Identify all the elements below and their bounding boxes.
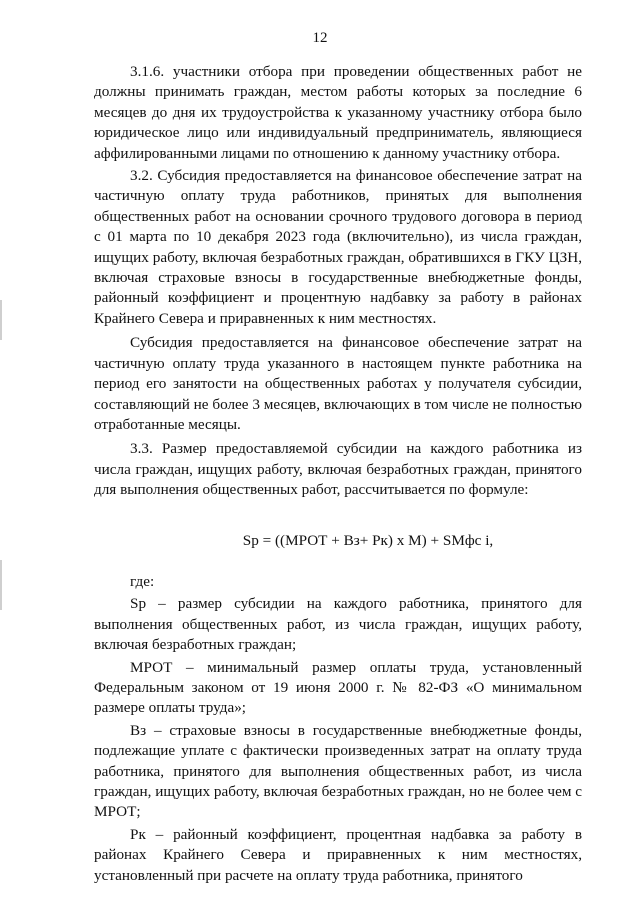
scan-edge-mark [0,560,2,610]
paragraph-3-1-6: 3.1.6. участники отбора при проведении общественных работ не должны принимать граждан, местом работы которых за последние 6 месяцев до дня их трудоустройства к указанному участнику отбора было юридическое лицо или индивидуальный предприниматель, являющиеся аффилированными лицами по отношению к данному участнику отбора. [94,63,582,162]
paragraph-subsidy-period: Субсидия предоставляется на финансовое обеспечение затрат на частичную оплату труда указанного в настоящем пункте работника на период его занятости на общественных работах у получателя субсидии, составляющий не более 3 месяцев, включающих в том числе не полностью отработанные месяцы. [94,334,582,433]
subsidy-formula: Sp = ((МРОТ + Вз+ Рк) х М) + SМфс i, [242,531,494,549]
where-label: где: [130,572,155,590]
paragraph-3-2: 3.2. Субсидия предоставляется на финансовое обеспечение затрат на частичную оплату труда работников, принятых для выполнения общественных работ на основании срочного трудового договора в период с 01 марта по 10 декабря 2023 года (включительно), из числа граждан, ищущих работу, включая безработных граждан, обратившихся в ГКУ ЦЗН, включая страховые взносы в государственные внебюджетные фонды, районный коэффициент и процентную надбавку за работу в районах Крайнего Севера и приравненных к ним местностях. [94,167,582,327]
page-number: 12 [312,30,328,46]
scan-edge-mark [0,300,2,340]
definition-vz: Вз – страховые взносы в государственные внебюджетные фонды, подлежащие уплате с фактически произведенных затрат на оплату труда работника, принятого для выполнения общественных работ, из числа граждан, ищущих работу, включая безработных граждан, но не более чем с МРОТ; [94,721,582,821]
definition-sp: Sp – размер субсидии на каждого работника, принятого для выполнения общественных работ, из числа граждан, ищущих работу, включая безработных граждан; [94,595,582,654]
paragraph-3-3: 3.3. Размер предоставляемой субсидии на каждого работника из числа граждан, ищущих работу, включая безработных граждан, принятого для выполнения общественных работ, рассчитывается по формуле: [94,440,582,499]
definition-mrot: МРОТ – минимальный размер оплаты труда, установленный Федеральным законом от 19 июня 2000 г. № 82-ФЗ «О минимальном размере оплаты труда»; [94,658,582,717]
definition-rk: Рк – районный коэффициент, процентная надбавка за работу в районах Крайнего Севера и приравненных к ним местностях, установленный при расчете на оплату труда работника, принятого [94,825,582,884]
document-body [94,62,582,886]
